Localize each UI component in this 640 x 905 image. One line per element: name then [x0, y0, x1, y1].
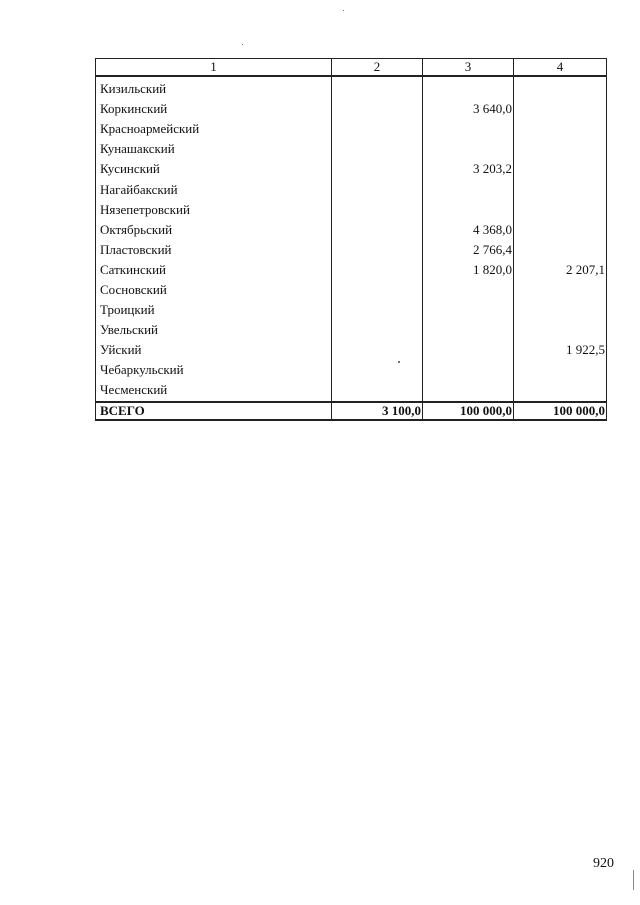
column-header-3: 3 — [423, 59, 514, 77]
col-4-value — [514, 380, 607, 401]
col-3-value — [423, 340, 514, 360]
col-2-value — [332, 220, 423, 240]
district-name: Коркинский — [96, 99, 332, 119]
total-label: ВСЕГО — [96, 402, 332, 420]
district-name: Саткинский — [96, 260, 332, 280]
table-row — [96, 139, 607, 159]
col-4-value — [514, 99, 607, 119]
col-2-value — [332, 260, 423, 280]
table-row — [96, 300, 607, 320]
col-3-value — [423, 179, 514, 199]
col-3-value — [423, 280, 514, 300]
col-2-value — [332, 200, 423, 220]
total-col-4: 100 000,0 — [514, 402, 607, 420]
table-row — [96, 220, 607, 240]
total-col-2: 3 100,0 — [332, 402, 423, 420]
col-4-value — [514, 76, 607, 99]
col-4-value — [514, 179, 607, 199]
table-row — [96, 99, 607, 119]
col-4-value — [514, 280, 607, 300]
col-4-value — [514, 240, 607, 260]
col-2-value — [332, 76, 423, 99]
table-row — [96, 280, 607, 300]
total-row — [96, 402, 607, 420]
table-row — [96, 159, 607, 179]
district-name: Троицкий — [96, 300, 332, 320]
column-header-4: 4 — [514, 59, 607, 77]
scan-speck — [343, 10, 344, 11]
table-row — [96, 380, 607, 401]
table-row — [96, 340, 607, 360]
district-name: Кунашакский — [96, 139, 332, 159]
col-4-value — [514, 300, 607, 320]
col-2-value — [332, 159, 423, 179]
col-4-value — [514, 200, 607, 220]
column-header-2: 2 — [332, 59, 423, 77]
district-name: Кусинский — [96, 159, 332, 179]
district-name: Увельский — [96, 320, 332, 340]
col-4-value — [514, 220, 607, 240]
district-name: Кизильский — [96, 76, 332, 99]
col-3-value — [423, 200, 514, 220]
col-4-value: 2 207,1 — [514, 260, 607, 280]
column-header-1: 1 — [96, 59, 332, 77]
col-3-value — [423, 320, 514, 340]
table-row — [96, 260, 607, 280]
table-body — [96, 76, 607, 420]
district-name: Красноармейский — [96, 119, 332, 139]
col-2-value — [332, 360, 423, 380]
col-3-value: 4 368,0 — [423, 220, 514, 240]
col-2-value — [332, 139, 423, 159]
col-4-value — [514, 320, 607, 340]
col-3-value: 3 640,0 — [423, 99, 514, 119]
col-2-value — [332, 300, 423, 320]
col-3-value — [423, 380, 514, 401]
scan-speck — [398, 361, 400, 363]
col-3-value: 1 820,0 — [423, 260, 514, 280]
col-3-value: 3 203,2 — [423, 159, 514, 179]
table-row — [96, 360, 607, 380]
scan-speck — [242, 44, 243, 45]
col-3-value: 2 766,4 — [423, 240, 514, 260]
table-row — [96, 320, 607, 340]
col-2-value — [332, 99, 423, 119]
col-2-value — [332, 240, 423, 260]
col-2-value — [332, 340, 423, 360]
col-4-value — [514, 139, 607, 159]
col-2-value — [332, 320, 423, 340]
col-4-value — [514, 159, 607, 179]
table-row — [96, 179, 607, 199]
district-name: Нязепетровский — [96, 200, 332, 220]
table-header-row — [96, 59, 607, 77]
col-4-value: 1 922,5 — [514, 340, 607, 360]
col-3-value — [423, 76, 514, 99]
table-row — [96, 76, 607, 99]
col-2-value — [332, 179, 423, 199]
col-3-value — [423, 300, 514, 320]
district-name: Сосновский — [96, 280, 332, 300]
district-name: Чесменский — [96, 380, 332, 401]
scan-edge-mark — [633, 870, 634, 890]
district-name: Октябрьский — [96, 220, 332, 240]
col-2-value — [332, 280, 423, 300]
page-number: 920 — [593, 856, 614, 871]
allocation-table — [95, 58, 607, 421]
col-3-value — [423, 139, 514, 159]
district-name: Нагайбакский — [96, 179, 332, 199]
table-row — [96, 240, 607, 260]
total-col-3: 100 000,0 — [423, 402, 514, 420]
col-3-value — [423, 360, 514, 380]
col-2-value — [332, 380, 423, 401]
district-name: Уйский — [96, 340, 332, 360]
col-4-value — [514, 119, 607, 139]
col-2-value — [332, 119, 423, 139]
district-name: Пластовский — [96, 240, 332, 260]
table-row — [96, 200, 607, 220]
col-3-value — [423, 119, 514, 139]
col-4-value — [514, 360, 607, 380]
table-row — [96, 119, 607, 139]
district-name: Чебаркульский — [96, 360, 332, 380]
